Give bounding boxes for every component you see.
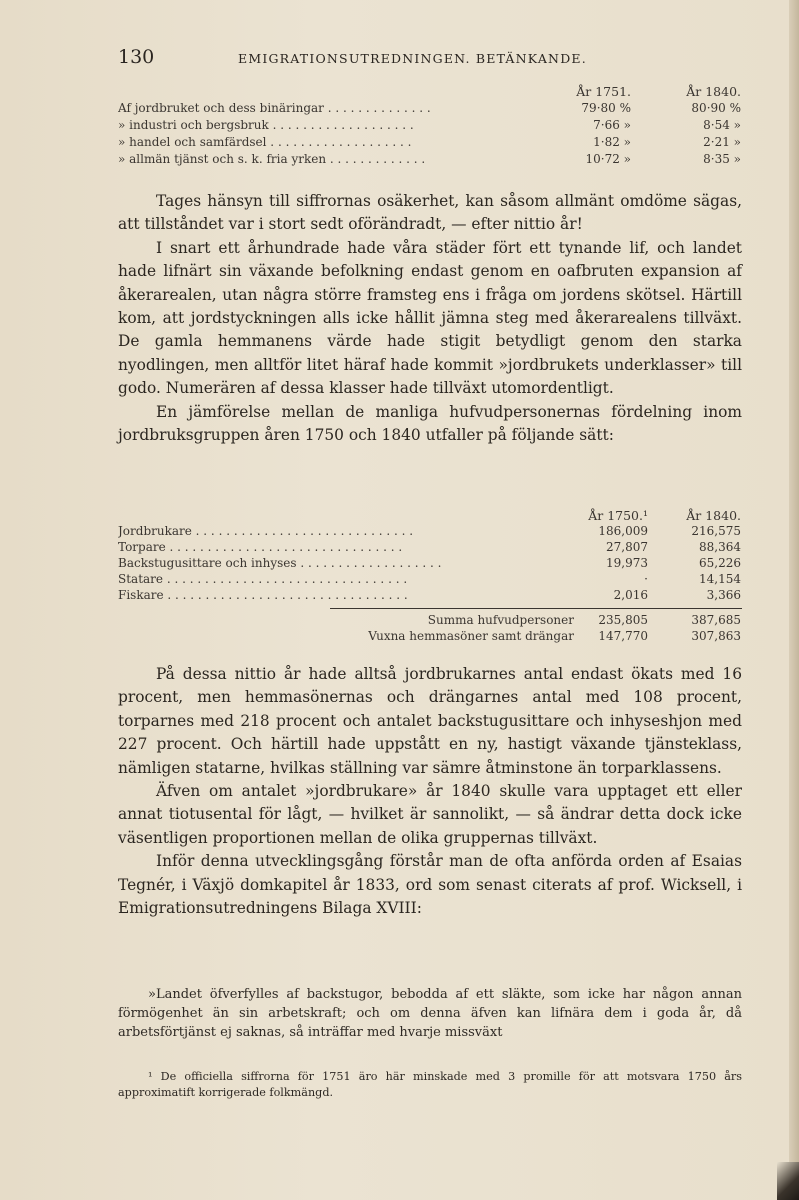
row-label: Af jordbruket och dess binäringar . . . . . . . . . . . . . . — [118, 101, 431, 115]
value-1750: · — [644, 572, 648, 586]
footnote-text: ¹ De officiella siffrorna för 1751 äro här minskade med 3 promille för att motsvara 1750 års approximatift korrigerade folkmängd. — [118, 1070, 742, 1099]
value-1751: 7·66 » — [593, 118, 631, 132]
paragraph: Tages hänsyn till siffrornas osäkerhet, kan såsom allmänt omdöme sägas, att tillståndet var i stort sedt oförändradt, — efter nittio år! — [118, 192, 742, 234]
value-1840: 80·90 % — [691, 101, 741, 115]
value-1840: 65,226 — [699, 556, 741, 570]
page-corner-shadow — [777, 1162, 799, 1200]
value-1751: 79·80 % — [581, 101, 631, 115]
table-row — [118, 524, 742, 540]
value-1751: 10·72 » — [585, 152, 631, 166]
agriculture-table-1750-1840 — [118, 508, 742, 604]
paragraph: I snart ett århundrade hade våra städer fört ett tynande lif, och landet hade lifnärt sin växande befolkning endast genom en oafbruten expansion af åkerarealen, utan några större framsteg ens i fråga om jordens skötsel. Härtill kom, att jordstyckningen alls icke hållit jämna steg med åkerarealens tillväxt. De gamla hemmanens värde hade stigit betydligt genom den starka nyodlingen, men alltför litet häraf hade kommit »jordbrukets underklasser» till godo. Numerären af dessa klasser hade tillväxt utomordentligt. — [118, 238, 742, 398]
column-header-1750: År 1750.¹ — [588, 508, 648, 523]
quote-text: »Landet öfverfylles af backstugor, bebodda af ett släkte, som icke har någon annan förmögenhet än sin arbetskraft; och om denna äfven kan lifnära dem i goda år, då arbetsförtjänst ej saknas, så inträffar med hvarje missväxt — [118, 987, 742, 1040]
row-label: Statare . . . . . . . . . . . . . . . . . . . . . . . . . . . . . . . . — [118, 572, 408, 586]
value-1840: 8·35 » — [703, 152, 741, 166]
value-1840: 3,366 — [706, 588, 741, 602]
body-text-2 — [118, 663, 742, 920]
row-label: Backstugusittare och inhyses . . . . . . . . . . . . . . . . . . . — [118, 556, 442, 570]
value-1840: 8·54 » — [703, 118, 741, 132]
paragraph: På dessa nittio år hade alltså jordbrukarnes antal endast ökats med 16 procent, men hemmasönernas och drängarnes antal med 108 procent, torparnes med 218 procent och antalet backstugusittare och inhyseshjon med 227 procent. Och härtill hade uppstått en ny, hastigt växande tjänsteklass, nämligen statarne, hvilkas ställning var sämre åtminstone än torparklassens. — [118, 665, 742, 777]
row-label: » handel och samfärdsel . . . . . . . . . . . . . . . . . . . — [118, 135, 412, 149]
row-label: » allmän tjänst och s. k. fria yrken . . . . . . . . . . . . . — [118, 152, 426, 166]
value-1750: 27,807 — [606, 540, 648, 554]
footnote — [118, 1069, 742, 1101]
value-1750: 19,973 — [606, 556, 648, 570]
sum-1840: 387,685 — [691, 613, 741, 627]
sum-rule — [330, 608, 742, 609]
extra-1840: 307,863 — [691, 629, 741, 643]
extra-label: Vuxna hemmasöner samt drängar — [368, 629, 574, 643]
page-edge — [789, 0, 799, 1200]
value-1840: 2·21 » — [703, 135, 741, 149]
row-label: » industri och bergsbruk . . . . . . . . . . . . . . . . . . . — [118, 118, 414, 132]
value-1750: 186,009 — [598, 524, 648, 538]
occupation-table-1751-1840 — [118, 84, 742, 169]
value-1751: 1·82 » — [593, 135, 631, 149]
extra-1750: 147,770 — [598, 629, 648, 643]
column-header-1840: År 1840. — [686, 508, 741, 523]
value-1750: 2,016 — [613, 588, 648, 602]
paragraph: En jämförelse mellan de manliga hufvudpersonernas fördelning inom jordbruksgruppen åren 1750 och 1840 utfaller på följande sätt: — [118, 402, 742, 445]
row-label: Torpare . . . . . . . . . . . . . . . . . . . . . . . . . . . . . . . — [118, 540, 403, 554]
row-label: Jordbrukare . . . . . . . . . . . . . . . . . . . . . . . . . . . . . — [118, 524, 414, 538]
sum-row — [118, 613, 742, 629]
row-label: Fiskare . . . . . . . . . . . . . . . . . . . . . . . . . . . . . . . . — [118, 588, 408, 602]
running-title: EMIGRATIONSUTREDNINGEN. BETÄNKANDE. — [238, 51, 587, 66]
column-header-1751: År 1751. — [576, 84, 631, 99]
page-number: 130 — [118, 46, 155, 68]
table-row — [118, 101, 742, 118]
page-header — [118, 46, 738, 70]
value-1840: 14,154 — [699, 572, 741, 586]
table-header-row — [118, 84, 742, 101]
quotation — [118, 986, 742, 1042]
table-header-row — [118, 508, 742, 524]
paragraph: Inför denna utvecklingsgång förstår man de ofta anförda orden af Esaias Tegnér, i Växjö domkapitel år 1833, ord som senast citerats af prof. Wicksell, i Emigrationsutredningens Bilaga XVIII: — [118, 852, 742, 918]
table-row — [118, 540, 742, 556]
paragraph: Äfven om antalet »jordbrukare» år 1840 skulle vara upptaget ett eller annat tiotusental för lågt, — hvilket är sannolikt, — så ändrar detta dock icke väsentligen proportionen mellan de olika gruppernas tillväxt. — [118, 782, 742, 847]
sum-label: Summa hufvudpersoner — [427, 613, 574, 627]
column-header-1840: År 1840. — [686, 84, 741, 99]
table-row — [118, 135, 742, 152]
table-row — [118, 152, 742, 169]
table-row — [118, 556, 742, 572]
table-row — [118, 588, 742, 604]
extra-row — [118, 629, 742, 645]
body-text-1 — [118, 190, 742, 447]
value-1840: 88,364 — [699, 540, 741, 554]
table-row — [118, 118, 742, 135]
sum-1750: 235,805 — [598, 613, 648, 627]
value-1840: 216,575 — [691, 524, 741, 538]
table-row — [118, 572, 742, 588]
